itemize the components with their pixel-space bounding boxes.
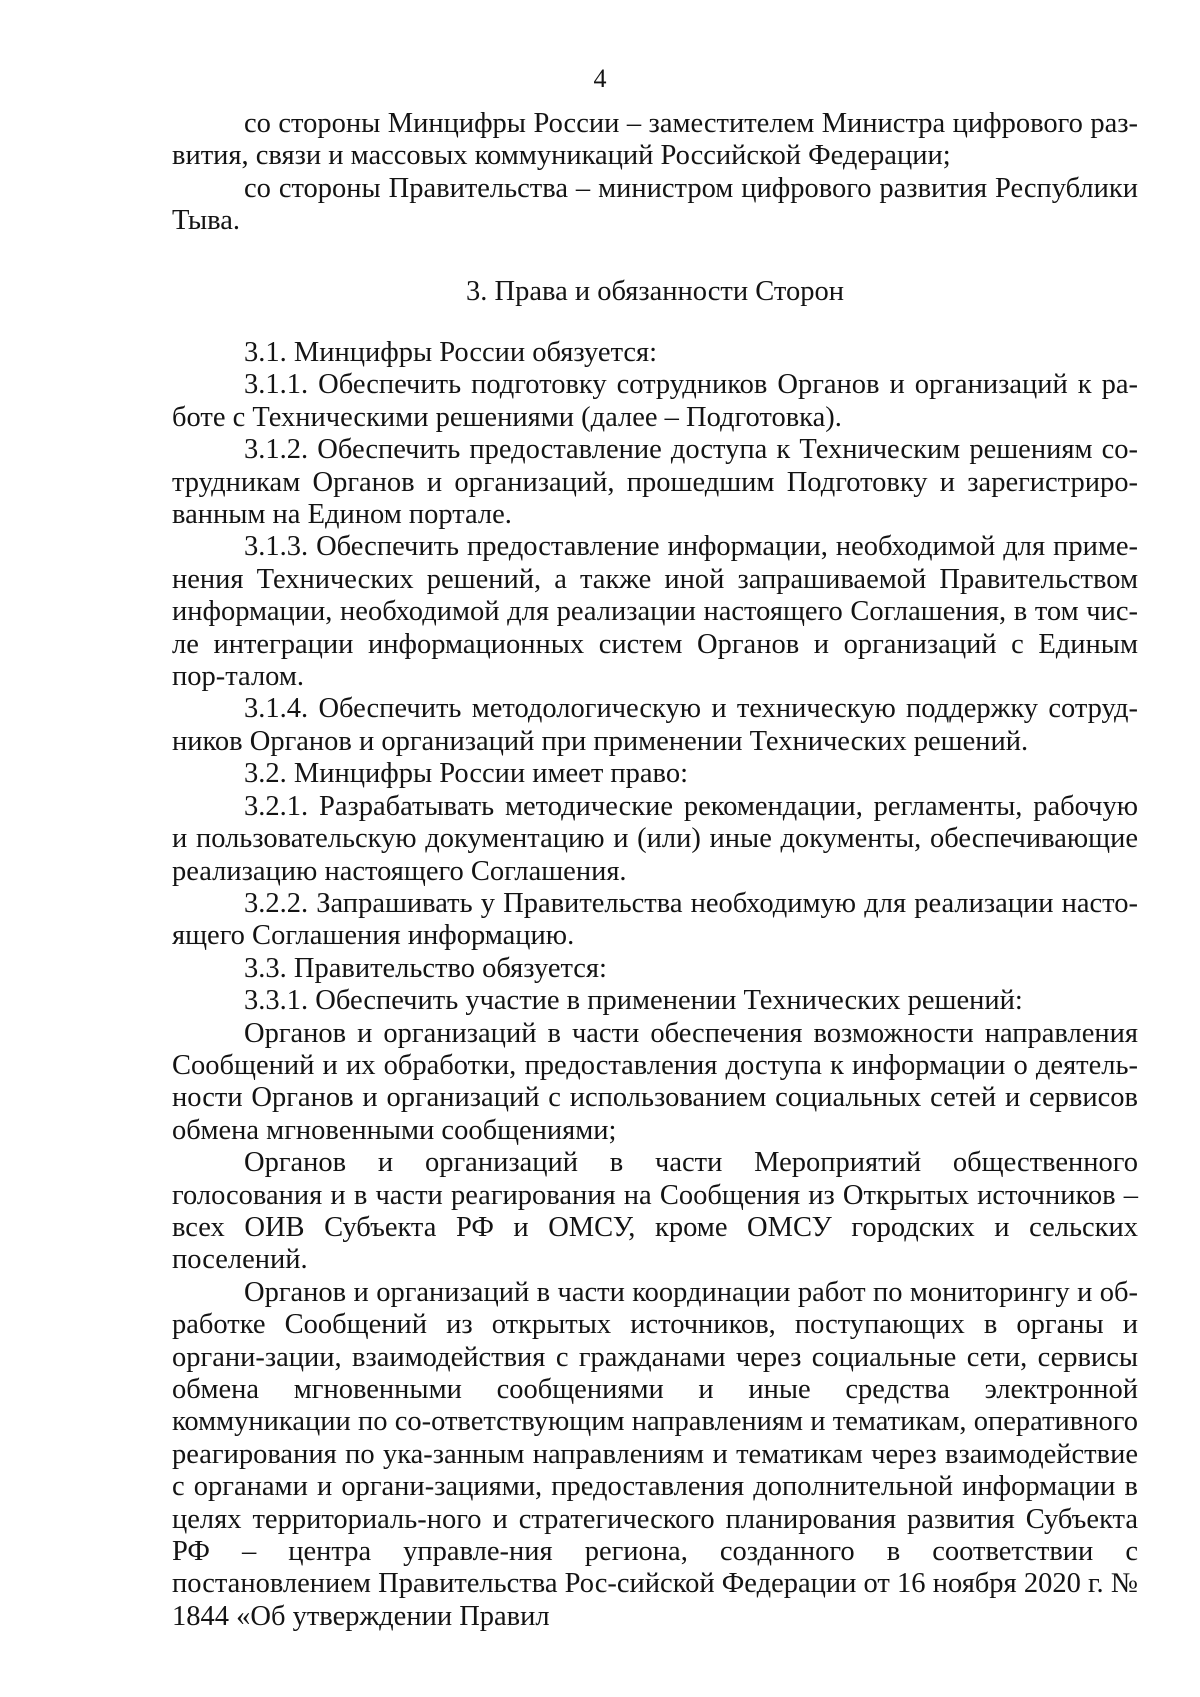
section-heading: 3. Права и обязанности Сторон [466, 276, 844, 307]
paragraph-signatory-government: со стороны Правительства – министром цифрового развития Республики Тыва. [172, 172, 1138, 237]
paragraph-3-3-1: 3.3.1. Обеспечить участие в применении Технических решений: [244, 985, 1023, 1017]
paragraph-signatory-mintsifry: со стороны Минцифры России – заместителем Министра цифрового раз-вития, связи и массовых коммуникаций Российской Федерации; [172, 108, 1138, 172]
paragraph-3-1: 3.1. Минцифры России обязуется: [244, 337, 658, 368]
paragraph-public-voting: Органов и организаций в части Мероприятий общественного голосования и в части реагирования на Сообщения из Открытых источников – всех ОИВ Субъекта РФ и ОМСУ, кроме ОМСУ городских и сельских поселений. [172, 1147, 1138, 1276]
section-body [172, 337, 1138, 1633]
paragraph-messages-processing: Органов и организаций в части обеспечения возможности направления Сообщений и их обработки, предоставления доступа к информации о деятель-ности Органов и организаций с использованием социальных сетей и сервисов обмена мгновенными сообщениями; [172, 1017, 1138, 1146]
page-number: 4 [593, 64, 607, 93]
paragraph-3-1-1: 3.1.1. Обеспечить подготовку сотрудников Органов и организаций к ра-боте с Техническими решениями (далее – Подготовка). [172, 369, 1138, 433]
paragraph-3-1-3: 3.1.3. Обеспечить предоставление информации, необходимой для приме-нения Технических решений, а также иной запрашиваемой Правительством информации, необходимой для реализации настоящего Соглашения, в том чис-ле интеграции информационных систем Органов и организаций с Единым пор-талом. [172, 531, 1138, 693]
paragraph-3-3: 3.3. Правительство обязуется: [244, 952, 607, 984]
paragraph-3-2: 3.2. Минцифры России имеет право: [244, 758, 688, 790]
paragraph-3-1-4: 3.1.4. Обеспечить методологическую и техническую поддержку сотруд-ников Органов и организаций при применении Технических решений. [172, 693, 1138, 757]
paragraph-3-1-2: 3.1.2. Обеспечить предоставление доступа к Техническим решениям со-трудникам Органов и организаций, прошедшим Подготовку и зарегистриро-ванным на Едином портале. [172, 434, 1138, 531]
signatories-block [172, 108, 1138, 238]
paragraph-3-2-1: 3.2.1. Разрабатывать методические рекомендации, регламенты, рабочую и пользовательскую документацию и (или) иные документы, обеспечивающие реализацию настоящего Соглашения. [172, 790, 1138, 887]
paragraph-coordination: Органов и организаций в части координации работ по мониторингу и об-работке Сообщений из открытых источников, поступающих в органы и органи-зации, взаимодействия с гражданами через социальные сети, сервисы обмена мгновенными сообщениями и иные средства электронной коммуникации по со-ответствующим направлениям и тематикам, оперативного реагирования по ука-занным направлениям и тематикам через взаимодействие с органами и органи-зациями, предоставления дополнительной информации в целях территориаль-ного и стратегического планирования развития Субъекта РФ – центра управле-ния региона, созданного в соответствии с постановлением Правительства Рос-сийской Федерации от 16 ноября 2020 г. № 1844 «Об утверждении Правил [172, 1276, 1138, 1632]
paragraph-3-2-2: 3.2.2. Запрашивать у Правительства необходимую для реализации насто-ящего Соглашения информацию. [172, 887, 1138, 952]
